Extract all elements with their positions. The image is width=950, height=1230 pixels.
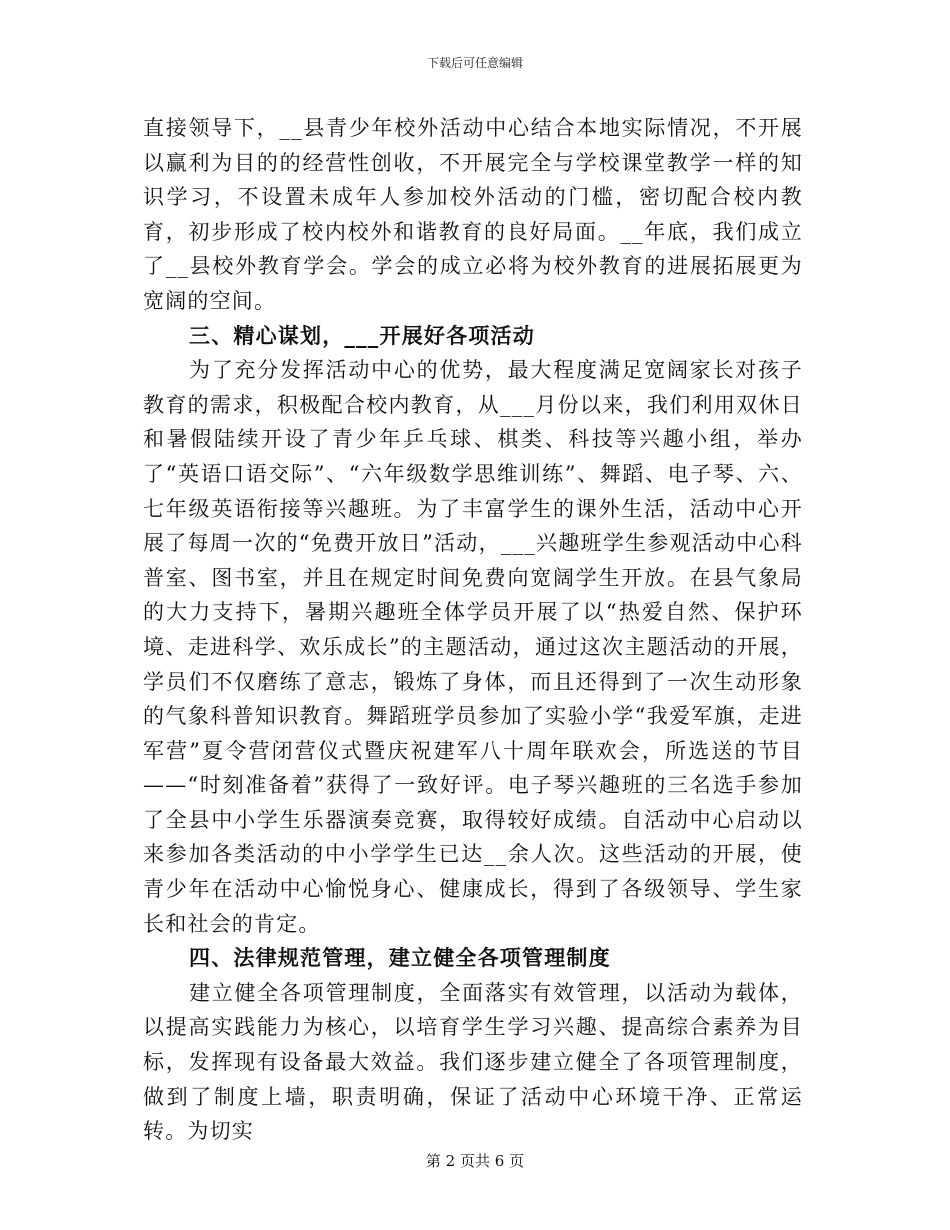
section-heading-4: 四、法律规范管理，建立健全各项管理制度 xyxy=(189,945,611,971)
paragraph-continued: 直接领导下，__县青少年校外活动中心结合本地实际情况，不开展以赢利为目的的经营性创收，不开展完全与学校课堂教学一样的知识学习，不设置未成年人参加校外活动的门槛，密切配合校内教育，初步形成了校内校外和谐教育的良好局面。__年底，我们成立了__县校外教育学会。学会的成立必将为校外教育的进展拓展更为宽阔的空间。 xyxy=(143,116,803,313)
paragraph-activities: 为了充分发挥活动中心的优势，最大程度满足宽阔家长对孩子教育的需求，积极配合校内教育，从___月份以来，我们利用双休日和暑假陆续开设了青少年乒乓球、棋类、科技等兴趣小组，举办了“英语口语交际”、“六年级数学思维训练”、舞蹈、电子琴、六、七年级英语衔接等兴趣班。为了丰富学生的课外生活，活动中心开展了每周一次的“免费开放日”活动，___兴趣班学生参观活动中心科普室、图书室，并且在规定时间免费向宽阔学生开放。在县气象局的大力支持下，暑期兴趣班全体学员开展了以“热爱自然、保护环境、走进科学、欢乐成长”的主题活动，通过这次主题活动的开展，学员们不仅磨练了意志，锻炼了身体，而且还得到了一次生动形象的气象科普知识教育。舞蹈班学员参加了实验小学“我爱军旗，走进军营”夏令营闭营仪式暨庆祝建军八十周年联欢会，所选送的节目——“时刻准备着”获得了一致好评。电子琴兴趣班的三名选手参加了全县中小学生乐器演奏竞赛，取得较好成绩。自活动中心启动以来参加各类活动的中小学学生已达__余人次。这些活动的开展，使青少年在活动中心愉悦身心、健康成长，得到了各级领导、学生家长和社会的肯定。 xyxy=(143,358,803,936)
page-footer: 第 2 页共 6 页 xyxy=(425,1152,525,1170)
paragraph-management: 建立健全各项管理制度，全面落实有效管理，以活动为载体，以提高实践能力为核心，以培育学生学习兴趣、提高综合素养为目标，发挥现有设备最大效益。我们逐步建立健全了各项管理制度，做到了制度上墙，职责明确，保证了活动中心环境干净、正常运转。为切实 xyxy=(143,980,803,1144)
section-heading-3: 三、精心谋划，___开展好各项活动 xyxy=(189,322,535,348)
document-body xyxy=(143,111,803,1149)
header-note: 下载后可任意编辑 xyxy=(426,56,523,70)
